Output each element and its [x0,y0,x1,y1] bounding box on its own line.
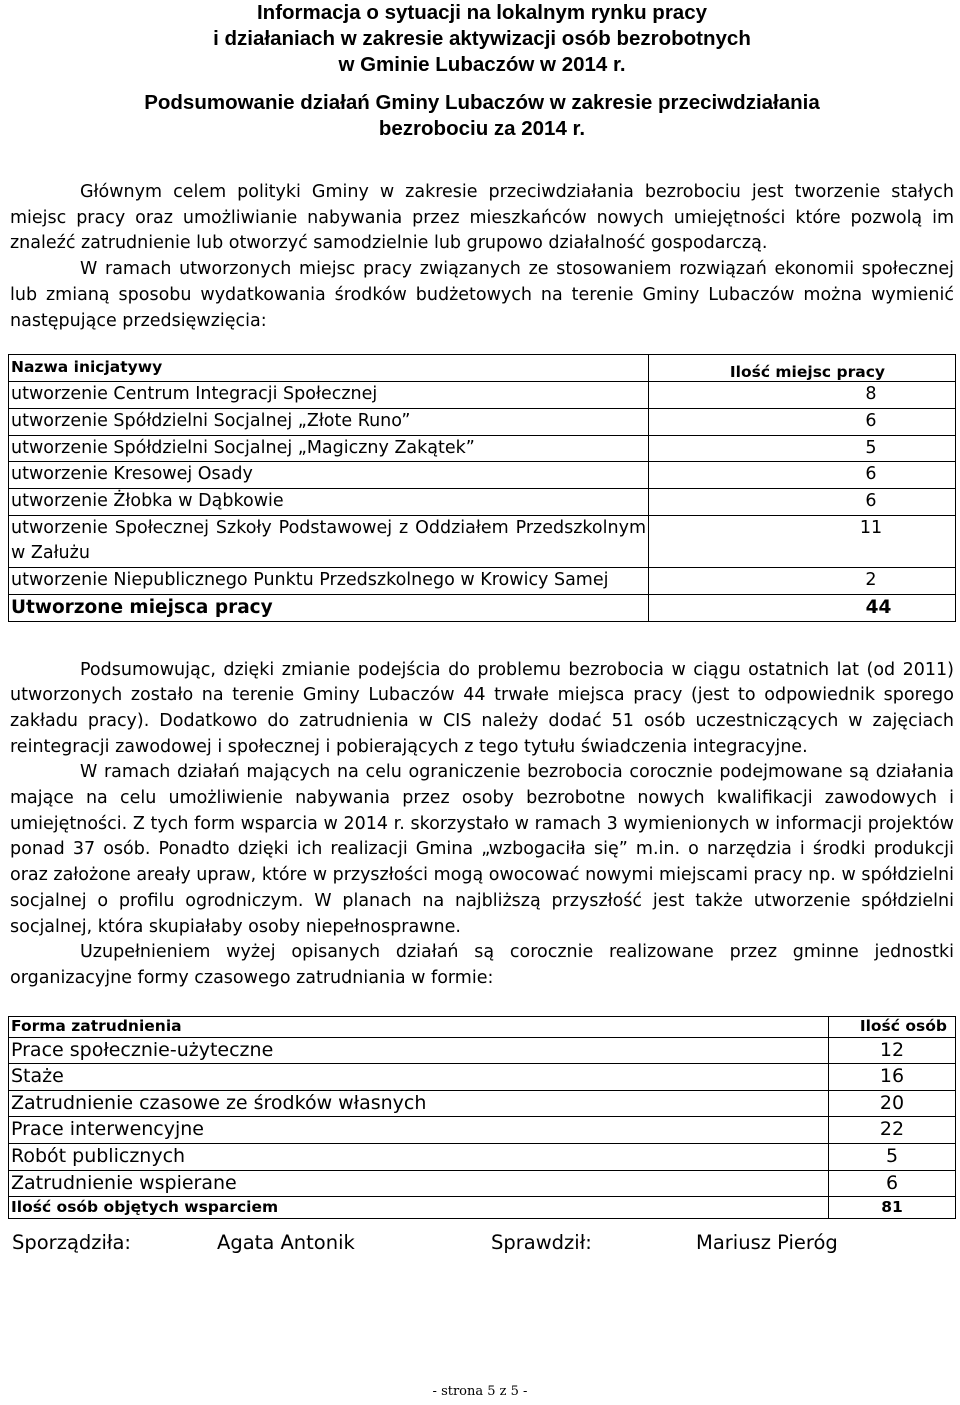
initiative-count: 5 [649,435,956,462]
table-row [9,1170,956,1197]
initiative-name: utworzenie Centrum Integracji Społecznej [9,382,649,409]
table-row [9,408,956,435]
column-header-count: Ilość miejsc pracy [649,355,956,382]
initiative-count: 6 [649,489,956,516]
initiative-count: 8 [649,382,956,409]
people-count: 5 [829,1144,956,1171]
initiative-count: 2 [649,568,956,595]
table-row [9,489,956,516]
initiative-count: 6 [649,408,956,435]
initiative-name: utworzenie Żłobka w Dąbkowie [9,489,649,516]
table-row [9,1037,956,1064]
initiative-name: utworzenie Niepublicznego Punktu Przedszkolnego w Krowicy Samej [9,568,649,595]
document-subtitle [10,90,954,142]
column-header-name: Nazwa inicjatywy [9,355,649,382]
paragraph-initiatives-intro: W ramach utworzonych miejsc pracy związanych ze stosowaniem rozwiązań ekonomii społecznej lub zmianą sposobu wydatkowania środków budżetowych na terenie Gminy Lubaczów można wymienić następujące przedsięwzięcia: [10,259,954,331]
document-title [10,0,954,78]
people-count: 6 [829,1170,956,1197]
initiatives-table-body [9,382,956,595]
employment-form: Prace interwencyjne [9,1117,829,1144]
document-page [10,0,954,1261]
table-header-row [9,1016,956,1037]
people-count: 16 [829,1064,956,1091]
initiative-count: 6 [649,462,956,489]
table-row [9,435,956,462]
total-value: 81 [829,1197,956,1219]
title-line-2: i działaniach w zakresie aktywizacji osób bezrobotnych [213,27,751,50]
table-total-row [9,594,956,621]
initiative-name: utworzenie Spółdzielni Socjalnej „Magiczny Zakątek” [9,435,649,462]
prepared-by-name: Agata Antonik [217,1231,355,1255]
employment-form: Staże [9,1064,829,1091]
checked-by-name: Mariusz Pieróg [696,1231,838,1255]
page-footer: - strona 5 z 5 - [432,1384,528,1399]
column-header-people: Ilość osób [829,1016,956,1037]
initiatives-table [8,354,956,621]
people-count: 22 [829,1117,956,1144]
signature-line [10,1231,954,1261]
employment-form: Robót publicznych [9,1144,829,1171]
subtitle-line-1: Podsumowanie działań Gminy Lubaczów w zakresie przeciwdziałania [144,91,820,114]
table-row [9,1064,956,1091]
people-count: 12 [829,1037,956,1064]
table-row [9,382,956,409]
employment-form: Prace społecznie-użyteczne [9,1037,829,1064]
title-line-1: Informacja o sytuacji na lokalnym rynku pracy [256,1,708,24]
table-header-row [9,355,956,382]
employment-forms-table [8,1016,956,1220]
table-total-row [9,1197,956,1219]
prepared-by-label: Sporządziła: [12,1231,131,1255]
table-row [9,568,956,595]
people-count: 20 [829,1090,956,1117]
paragraph-actions: W ramach działań mających na celu ograniczenie bezrobocia corocznie podejmowane są działania mające na celu umożliwienie nabywania przez osoby bezrobotne nowych kwalifikacji zawodowych i umiejętności. Z tych form wsparcia w 2014 r. skorzystało w ramach 3 wymienionych w informacji projektów ponad 37 osób. Ponadto dzięki ich realizacji Gmina „wzbogaciła się” m.in. o narzędzia i środki produkcji oraz założone areały upraw, które w przyszłości mogą owocować nowymi miejscami pracy np. w spółdzielni socjalnej o profilu ogrodniczym. W planach na najbliższą przyszłość jest także utworzenie spółdzielni socjalnej, która skupiałaby osoby niepełnosprawne. [10,762,954,937]
table-row [9,462,956,489]
employment-form: Zatrudnienie wspierane [9,1170,829,1197]
total-value: 44 [649,594,956,621]
initiative-count: 11 [649,515,956,567]
title-line-3: w Gminie Lubaczów w 2014 r. [338,53,626,76]
table-row [9,515,956,567]
paragraph-goal: Głównym celem polityki Gminy w zakresie przeciwdziałania bezrobociu jest tworzenie stałych miejsc pracy oraz umożliwianie nabywania przez mieszkańców nowych umiejętności które pozwolą im znaleźć zatrudnienie lub otworzyć samodzielnie lub grupowo działalność gospodarczą. [10,182,954,254]
total-label: Utworzone miejsca pracy [9,594,649,621]
employment-form: Zatrudnienie czasowe ze środków własnych [9,1090,829,1117]
subtitle-line-2: bezrobociu za 2014 r. [378,117,586,140]
table-row [9,1144,956,1171]
paragraph-summary: Podsumowując, dzięki zmianie podejścia do problemu bezrobocia w ciągu ostatnich lat (od 2011) utworzonych zostało na terenie Gminy Lubaczów 44 trwałe miejsca pracy (jest to odpowiednik sporego zakładu pracy). Dodatkowo do zatrudnienia w CIS należy dodać 51 osób uczestniczących w zajęciach reintegracji zawodowej i społecznej i pobierających z tego tytułu świadczenia integracyjne. [10,659,954,757]
total-label: Ilość osób objętych wsparciem [9,1197,829,1219]
column-header-form: Forma zatrudnienia [9,1016,829,1037]
paragraph-employment-forms-intro: Uzupełnieniem wyżej opisanych działań są corocznie realizowane przez gminne jednostki organizacyjne formy czasowego zatrudniania w formie: [10,942,954,988]
initiative-name: utworzenie Społecznej Szkoły Podstawowej z Oddziałem Przedszkolnym w Załużu [9,515,649,567]
employment-forms-table-body [9,1037,956,1197]
initiative-name: utworzenie Kresowej Osady [9,462,649,489]
table-row [9,1117,956,1144]
checked-by-label: Sprawdził: [491,1231,592,1255]
initiative-name: utworzenie Spółdzielni Socjalnej „Złote Runo” [9,408,649,435]
table-row [9,1090,956,1117]
